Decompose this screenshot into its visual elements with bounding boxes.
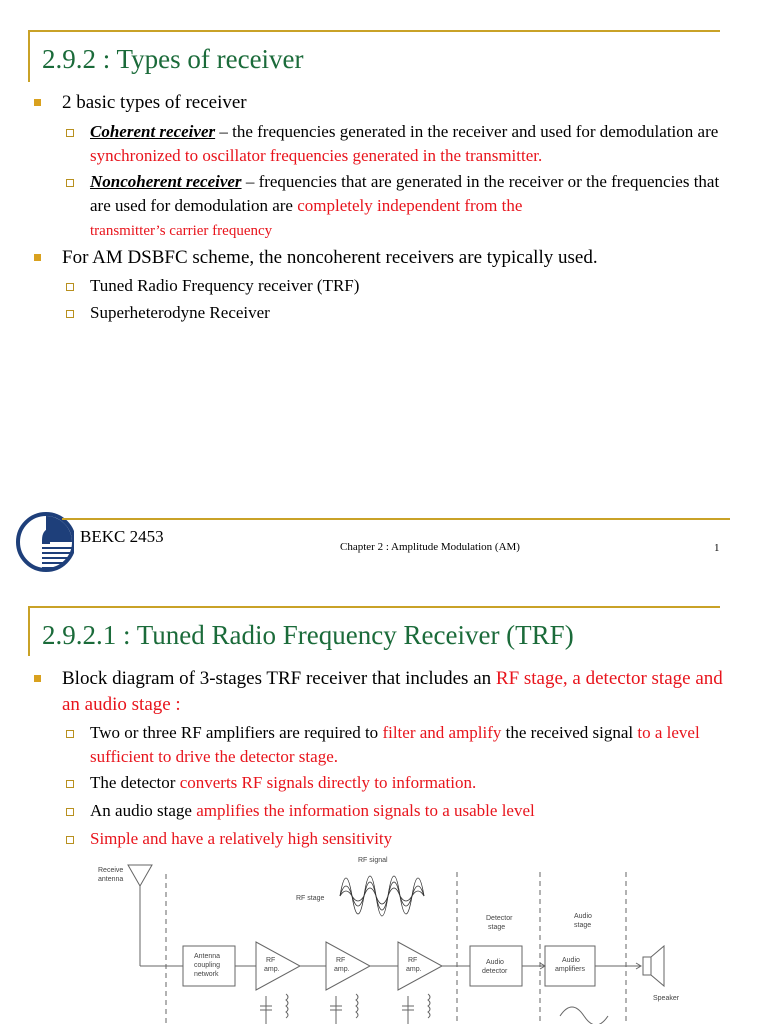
bullet-basic-types: 2 basic types of receiver (62, 90, 247, 116)
rf-amplifiers-highlight-2: to a level sufficient to drive the detector stage. (90, 723, 700, 766)
speaker-label: Speaker (653, 995, 680, 1002)
noncoherent-highlight-2: transmitter’s carrier frequency (90, 223, 273, 239)
antenna-icon (128, 865, 152, 886)
footer-line (62, 518, 730, 520)
detector-stage-label-2: stage (488, 924, 506, 931)
audio-amplifiers-label-2: amplifiers (555, 966, 585, 973)
bullet-am-dsbfc: For AM DSBFC scheme, the noncoherent receivers are typically used. (62, 245, 598, 271)
noncoherent-text: – frequencies that are generated in the receiver or the frequencies that are used for demodulation are (90, 172, 720, 215)
footer-page-number: 1 (714, 542, 720, 554)
rf-amplifiers-text-2: the received signal (501, 723, 638, 742)
coherent-term: Coherent receiver (90, 122, 216, 141)
coherent-highlight: synchronized to oscillator frequencies generated in the transmitter. (90, 146, 543, 165)
title-accent-vertical (28, 30, 30, 82)
audio-detector-label-2: detector (482, 968, 508, 975)
rf-stage-label: RF stage (296, 895, 325, 902)
rf-signal-waveform (340, 876, 424, 916)
sub-trf: Tuned Radio Frequency receiver (TRF) (90, 274, 359, 298)
antenna-label: Receive (98, 867, 124, 874)
audio-stage-label-2: stage (574, 922, 592, 929)
coherent-text: – the frequencies generated in the receiver and used for demodulation are (215, 122, 719, 141)
noncoherent-highlight: completely independent from the (297, 196, 523, 215)
slide-title: 2.9.2 : Types of receiver (42, 44, 304, 74)
sub-detector (90, 771, 476, 795)
sub-simple (90, 827, 392, 851)
rf-amp-label: RF (408, 957, 418, 964)
block-diagram-text: Block diagram of 3-stages TRF receiver that includes an (62, 668, 496, 689)
bullet-block-diagram (62, 666, 732, 718)
rf-amplifiers-text: Two or three RF amplifiers are required to (90, 723, 383, 742)
coupling-label: Antenna (194, 953, 221, 960)
speaker-icon (643, 957, 651, 975)
coupling-label-3: network (194, 971, 219, 978)
title-accent-horizontal (28, 606, 720, 608)
audio-amplifiers-label: Audio (562, 957, 580, 964)
audio-stage-highlight: amplifies the information signals to a usable level (196, 801, 535, 820)
sub-audio-stage (90, 799, 535, 823)
footer-course: BEKC 2453 (80, 527, 164, 546)
detector-highlight: converts RF signals directly to information. (179, 773, 477, 792)
rf-amp-label-2: amp. (334, 966, 350, 973)
footer-chapter: Chapter 2 : Amplitude Modulation (AM) (340, 541, 520, 553)
slide-title: 2.9.2.1 : Tuned Radio Frequency Receiver (TRF) (42, 620, 574, 650)
rf-amp-label-2: amp. (264, 966, 280, 973)
simple-highlight: Simple and have a relatively high sensitivity (90, 829, 393, 848)
sub-rf-amplifiers (90, 721, 750, 769)
rf-amplifiers-highlight: filter and amplify (382, 723, 502, 742)
coupling-label-2: coupling (194, 962, 221, 969)
audio-stage-label: Audio (574, 913, 592, 920)
rf-signal-label: RF signal (358, 857, 388, 864)
title-accent-horizontal (28, 30, 720, 32)
trf-block-diagram (90, 856, 690, 1024)
sub-superheterodyne: Superheterodyne Receiver (90, 301, 270, 325)
block-diagram-highlight: RF stage, a detector stage and an audio stage : (62, 668, 723, 715)
detector-stage-label: Detector (486, 915, 513, 922)
antenna-label-2: antenna (98, 876, 124, 883)
audio-detector-block (470, 946, 522, 986)
tuning-components (260, 994, 608, 1024)
rf-amp-label: RF (336, 957, 346, 964)
bullet-noncoherent (90, 170, 730, 243)
rf-amp-label: RF (266, 957, 276, 964)
detector-text: The detector (90, 773, 180, 792)
title-accent-vertical (28, 606, 30, 656)
bullet-coherent (90, 120, 750, 168)
noncoherent-term: Noncoherent receiver (90, 172, 242, 191)
rf-amp-label-2: amp. (406, 966, 422, 973)
slide-2 (0, 584, 768, 1024)
university-logo-icon (12, 500, 74, 580)
audio-stage-text: An audio stage (90, 801, 197, 820)
audio-detector-label: Audio (486, 959, 504, 966)
